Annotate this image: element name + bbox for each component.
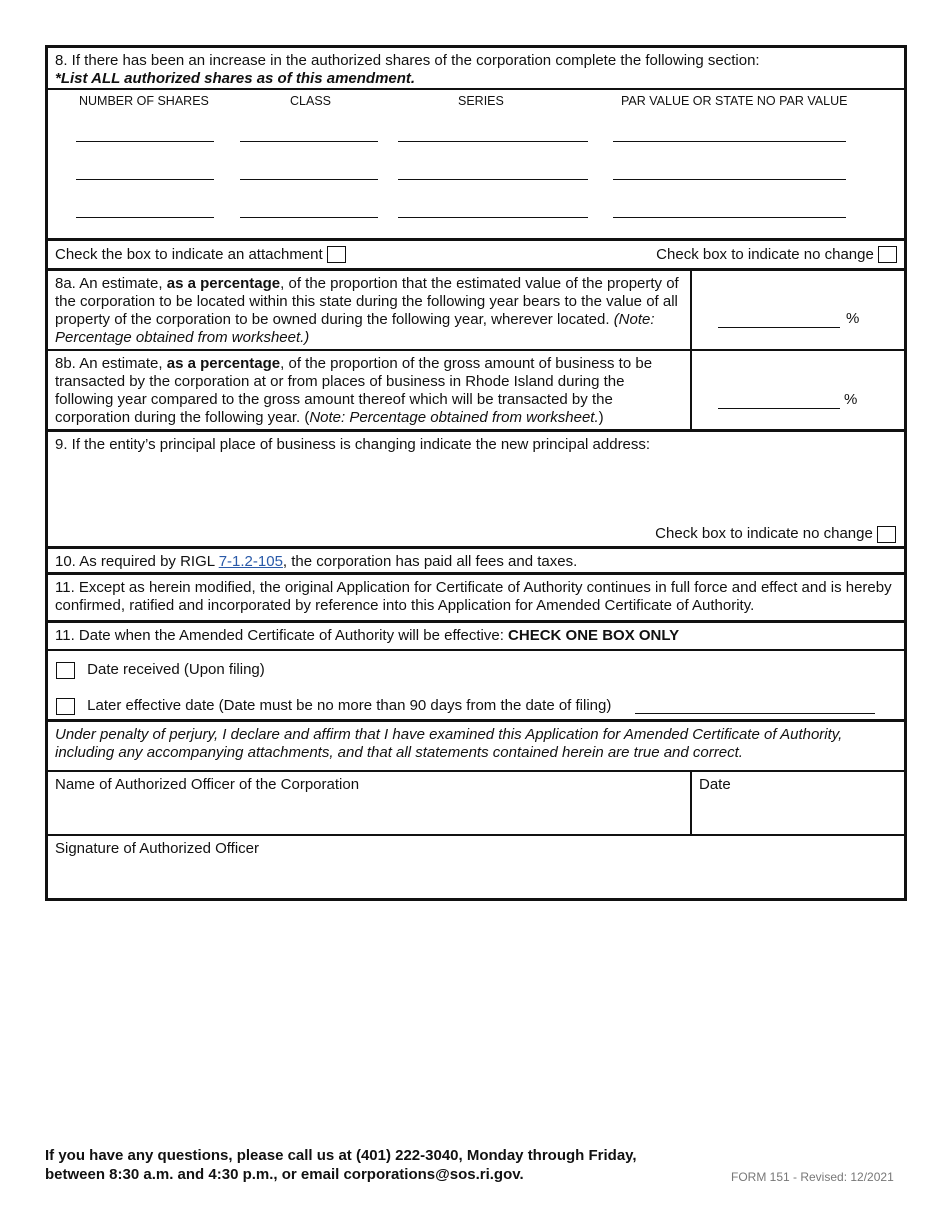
percent-8b-input-line[interactable]	[718, 408, 840, 409]
class-input-line[interactable]	[240, 141, 378, 142]
no-change-label: Check box to indicate no change	[656, 245, 874, 263]
effective-date-label: 11. Date when the Amended Certificate of Authority will be effective:	[55, 627, 509, 644]
section-8b-note: Note: Percentage obtained from worksheet.	[309, 409, 599, 426]
section-9-text: 9. If the entity’s principal place of business is changing indicate the new principal address:	[55, 436, 651, 453]
section-9	[48, 432, 904, 549]
no-change-check	[656, 246, 897, 264]
shares-input-line[interactable]	[76, 217, 214, 218]
signature-field[interactable]	[48, 836, 904, 898]
section-8-header	[48, 48, 904, 90]
section-10-pre: 10. As required by RIGL	[55, 553, 219, 570]
date-received-checkbox[interactable]	[56, 662, 75, 679]
section-8-instruction: *List ALL authorized shares as of this amendment.	[55, 70, 416, 87]
par-value-input-line[interactable]	[613, 141, 846, 142]
date-received-label: Date received (Upon filing)	[87, 661, 265, 678]
officer-name-label: Name of Authorized Officer of the Corporation	[55, 776, 360, 793]
section-8b-post: , of the proportion of the gross amount of business to be transacted by the corporation at or from places of business in Rhode Island during the following year compared to the gross amount thereof which will be transacted by the corporation during the following year. (	[55, 355, 653, 426]
col-class: CLASS	[290, 94, 331, 108]
section-8b	[48, 351, 904, 432]
officer-row	[48, 772, 904, 836]
section-8-text: 8. If there has been an increase in the authorized shares of the corporation complete the following section:	[55, 52, 760, 69]
class-input-line[interactable]	[240, 217, 378, 218]
par-value-input-line[interactable]	[613, 179, 846, 180]
section-11	[48, 575, 904, 623]
contact-line-2: between 8:30 a.m. and 4:30 p.m., or email corporations@sos.ri.gov.	[45, 1166, 524, 1183]
officer-name-field[interactable]	[48, 772, 690, 834]
section-8b-pre: 8b. An estimate,	[55, 355, 167, 372]
section-9-no-change-label: Check box to indicate no change	[655, 525, 873, 542]
attachment-label: Check the box to indicate an attachment	[55, 245, 323, 263]
shares-input-line[interactable]	[76, 141, 214, 142]
perjury-text: Under penalty of perjury, I declare and affirm that I have examined this Application for Amended Certificate of Authority, including any accompanying attachments, and that all statements contained herein are true and correct.	[55, 726, 843, 761]
check-one-box: CHECK ONE BOX ONLY	[508, 627, 680, 644]
rigl-link[interactable]: 7-1.2-105	[218, 553, 283, 570]
amendment-form	[45, 45, 907, 901]
par-value-input-line[interactable]	[613, 217, 846, 218]
later-date-checkbox[interactable]	[56, 698, 75, 715]
shares-table	[48, 90, 904, 241]
officer-date-label: Date	[699, 776, 731, 793]
section-10-post: , the corporation has paid all fees and taxes.	[282, 553, 578, 570]
section-8a-note: (Note: Percentage obtained from worksheet.)	[55, 311, 655, 346]
option-later-date	[56, 697, 611, 715]
section-8b-percent-cell	[690, 351, 904, 429]
later-date-label: Later effective date (Date must be no more than 90 days from the date of filing)	[87, 697, 612, 714]
section-11-text: 11. Except as herein modified, the original Application for Certificate of Authority continues in full force and effect and is hereby confirmed, ratified and incorporated by reference into this Application for Amended Certificate of Authority.	[55, 579, 892, 614]
attachment-row	[48, 241, 904, 271]
section-8a-percent-cell	[690, 271, 904, 349]
perjury-statement	[48, 722, 904, 772]
percent-8b-unit: %	[844, 391, 858, 408]
class-input-line[interactable]	[240, 179, 378, 180]
percent-8a-unit: %	[846, 310, 860, 327]
shares-input-line[interactable]	[76, 179, 214, 180]
signature-label: Signature of Authorized Officer	[55, 840, 260, 857]
series-input-line[interactable]	[398, 179, 588, 180]
section-10	[48, 549, 904, 575]
series-input-line[interactable]	[398, 217, 588, 218]
col-par-value: PAR VALUE OR STATE NO PAR VALUE	[621, 94, 848, 108]
contact-footer	[45, 1146, 637, 1184]
section-8a-bold: as a percentage	[166, 275, 281, 292]
section-8a-post: , of the proportion that the estimated value of the property of the corporation to be located within this state during the following year bears to the value of all property of the corporation to be owned during the following year, wherever located.	[55, 275, 679, 328]
col-series: SERIES	[458, 94, 504, 108]
effective-date-options	[48, 651, 904, 722]
later-date-input-line[interactable]	[635, 713, 875, 714]
section-8b-close: )	[598, 409, 604, 426]
form-number: FORM 151 - Revised: 12/2021	[731, 1170, 894, 1184]
section-8b-bold: as a percentage	[166, 355, 281, 372]
section-8a	[48, 271, 904, 351]
contact-line-1: If you have any questions, please call us at (401) 222-3040, Monday through Friday,	[45, 1147, 637, 1164]
col-number-of-shares: NUMBER OF SHARES	[79, 94, 209, 108]
section-9-no-change	[655, 525, 896, 543]
option-date-received	[56, 661, 265, 679]
section-9-no-change-checkbox[interactable]	[877, 526, 896, 543]
attachment-checkbox[interactable]	[327, 246, 346, 263]
section-8a-text	[48, 271, 690, 349]
percent-8a-input-line[interactable]	[718, 327, 840, 328]
section-8a-pre: 8a. An estimate,	[55, 275, 167, 292]
section-11-effective	[48, 623, 904, 651]
attachment-check	[55, 246, 346, 264]
officer-date-field[interactable]	[690, 772, 904, 834]
section-8b-text	[48, 351, 690, 429]
series-input-line[interactable]	[398, 141, 588, 142]
no-change-checkbox[interactable]	[878, 246, 897, 263]
